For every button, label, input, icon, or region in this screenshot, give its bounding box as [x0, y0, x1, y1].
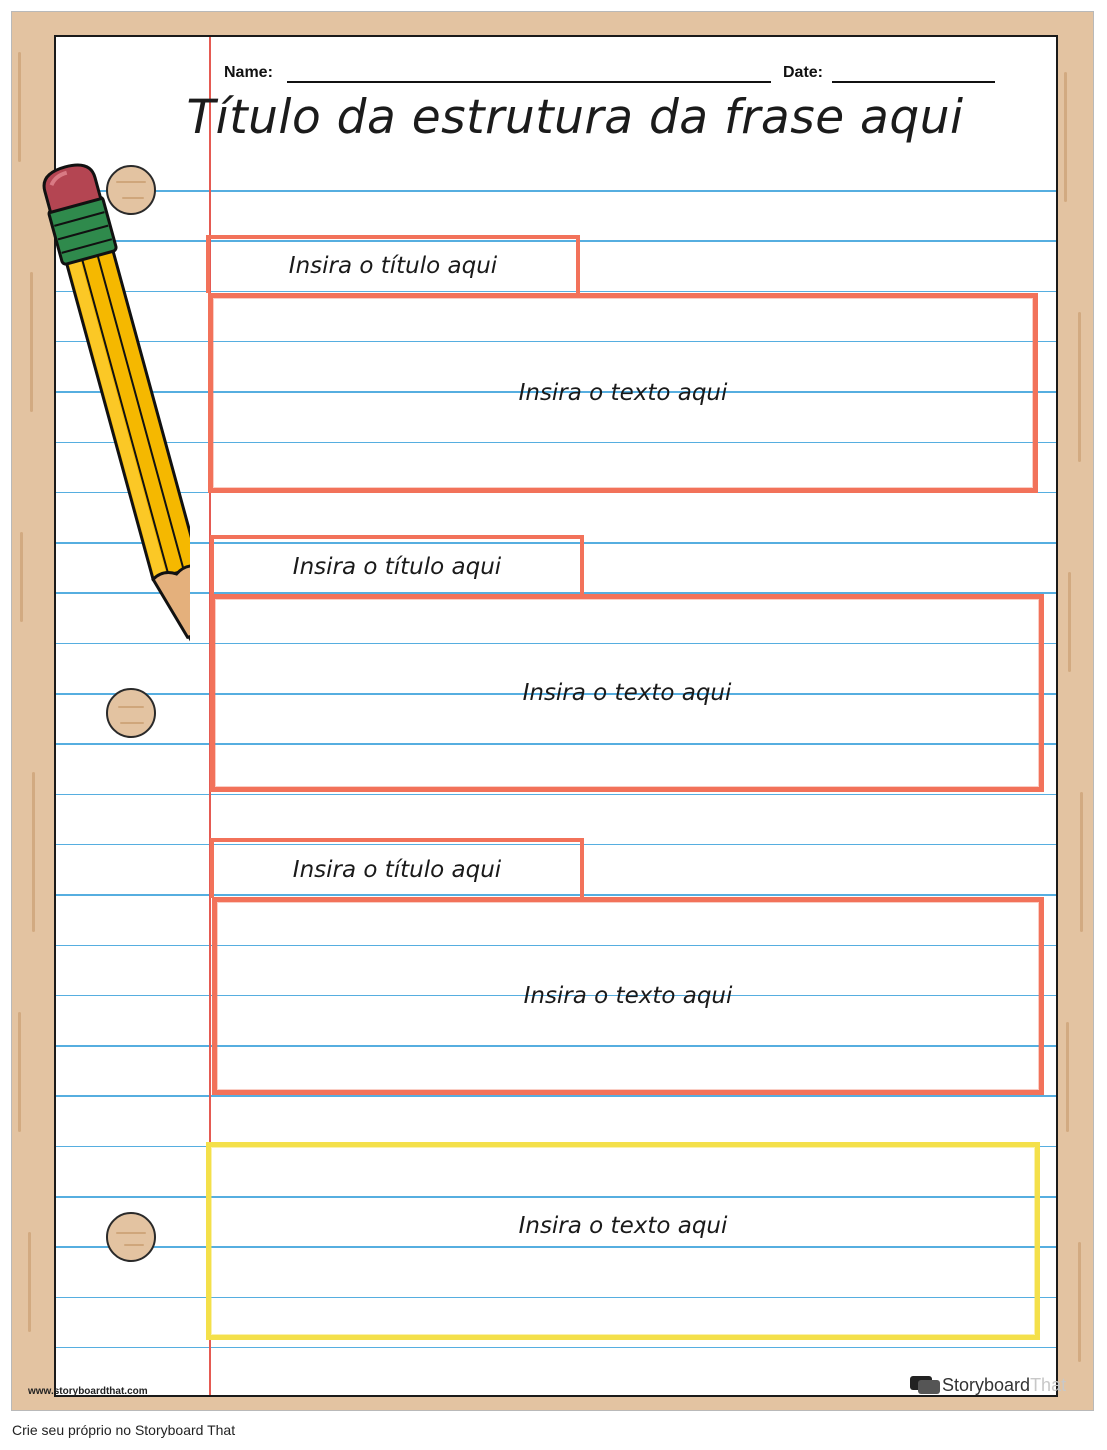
date-field[interactable]	[832, 81, 995, 83]
notebook-rule	[56, 1347, 1056, 1349]
footer-url[interactable]: www.storyboardthat.com	[28, 1386, 148, 1397]
bottom-caption[interactable]: Crie seu próprio no Storyboard That	[12, 1422, 236, 1438]
binder-hole	[106, 688, 156, 738]
section-text-1[interactable]: Insira o texto aqui	[208, 293, 1038, 493]
storyboardthat-logo-icon	[908, 1374, 942, 1396]
storyboardthat-logo[interactable]	[908, 1374, 1066, 1396]
logo-word-that: That	[1030, 1374, 1067, 1395]
section-text-2[interactable]: Insira o texto aqui	[210, 594, 1044, 792]
pencil-icon	[20, 162, 190, 667]
closing-text-box[interactable]: Insira o texto aqui	[206, 1142, 1040, 1340]
binder-hole	[106, 1212, 156, 1262]
section-heading-3[interactable]: Insira o título aqui	[210, 838, 584, 898]
section-text-3[interactable]: Insira o texto aqui	[212, 897, 1044, 1095]
notebook-rule	[56, 1095, 1056, 1097]
section-heading-2[interactable]: Insira o título aqui	[210, 535, 584, 595]
page-title[interactable]: Título da estrutura da frase aqui	[186, 90, 964, 145]
section-heading-1[interactable]: Insira o título aqui	[206, 235, 580, 293]
date-label: Date:	[783, 64, 824, 81]
name-field[interactable]	[287, 81, 771, 83]
notebook-rule	[56, 794, 1056, 796]
logo-word-storyboard: Storyboard	[942, 1374, 1031, 1395]
name-label: Name:	[224, 64, 273, 81]
notebook-rule	[56, 190, 1056, 192]
